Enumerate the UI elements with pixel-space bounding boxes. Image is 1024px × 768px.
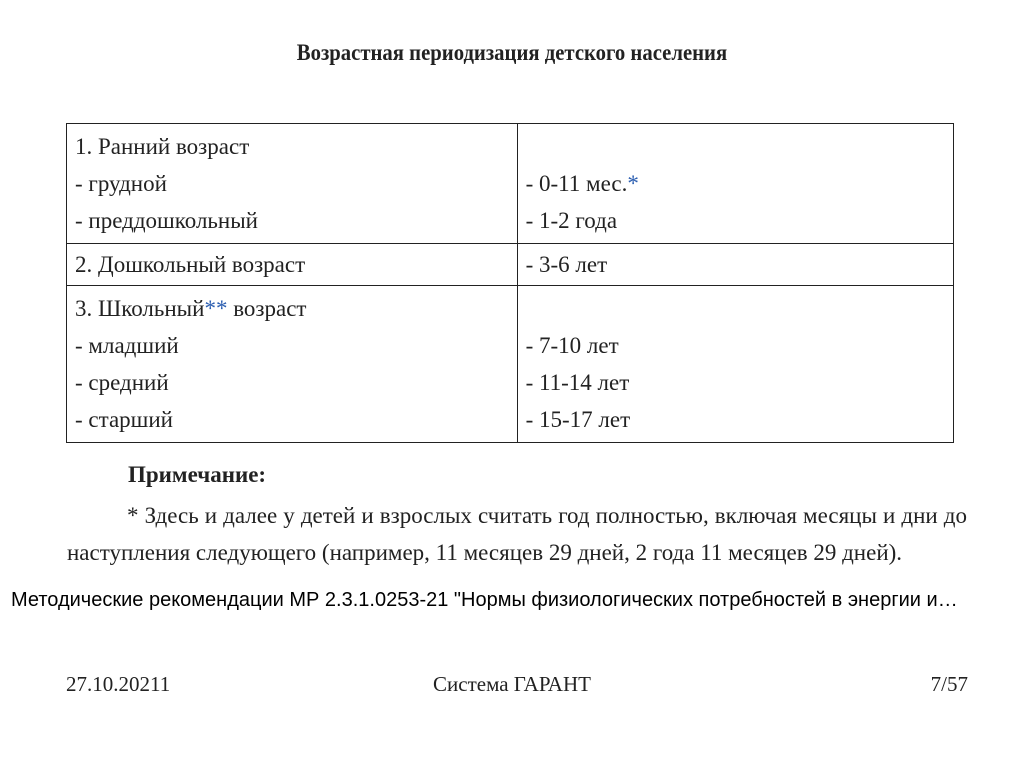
double-asterisk-mark: ** <box>204 296 228 321</box>
row3-age3: - 15-17 лет <box>525 407 631 432</box>
note-text: * Здесь и далее у детей и взрослых считать год полностью, включая месяцы и дни до наступления следующего (например, 11 месяцев 29 дней, 2 года 11 месяцев 29 дней). <box>67 503 967 565</box>
row3-heading <box>75 290 509 327</box>
row1-sub1: - грудной <box>75 171 167 196</box>
row1-age1: - 0-11 мес. <box>525 171 628 196</box>
table-cell-period <box>67 286 518 443</box>
row3-age2: - 11-14 лет <box>525 370 630 395</box>
row1-age2: - 1-2 года <box>525 208 618 233</box>
row3-sub1: - младший <box>75 333 179 358</box>
row3-age1: - 7-10 лет <box>525 333 619 358</box>
table-cell-period <box>67 244 518 286</box>
table-cell-age <box>517 124 953 244</box>
row2-age: - 3-6 лет <box>525 252 608 277</box>
note-heading: Примечание: <box>128 462 267 487</box>
source-caption: Методические рекомендации МР 2.3.1.0253-21 "Нормы физиологических потребностей в энергии и… <box>11 589 958 611</box>
table-row <box>67 124 954 244</box>
table-row <box>67 244 954 286</box>
row3-sub3: - старший <box>75 407 173 432</box>
footer-date: 27.10.20211 <box>66 672 171 696</box>
row1-age1-line <box>526 165 945 202</box>
row3-sub2: - средний <box>75 370 169 395</box>
row1-heading: 1. Ранний возраст <box>75 134 250 159</box>
row3-heading-text: 3. Школьный <box>75 296 205 321</box>
table-cell-age <box>517 244 953 286</box>
row1-age-blank <box>526 128 945 165</box>
footer-page-number: 7/57 <box>930 672 968 696</box>
table-cell-age <box>517 286 953 443</box>
footer-system: Система ГАРАНТ <box>433 672 591 696</box>
asterisk-mark: * <box>627 171 639 196</box>
document-title: Возрастная периодизация детского населения <box>296 40 728 65</box>
row3-heading-rest: возраст <box>227 296 307 321</box>
row2-heading: 2. Дошкольный возраст <box>75 252 306 277</box>
row1-sub2: - преддошкольный <box>75 208 258 233</box>
age-periodization-table <box>66 123 954 443</box>
table-row <box>67 286 954 443</box>
table-cell-period <box>67 124 518 244</box>
row3-age-blank <box>526 290 945 327</box>
